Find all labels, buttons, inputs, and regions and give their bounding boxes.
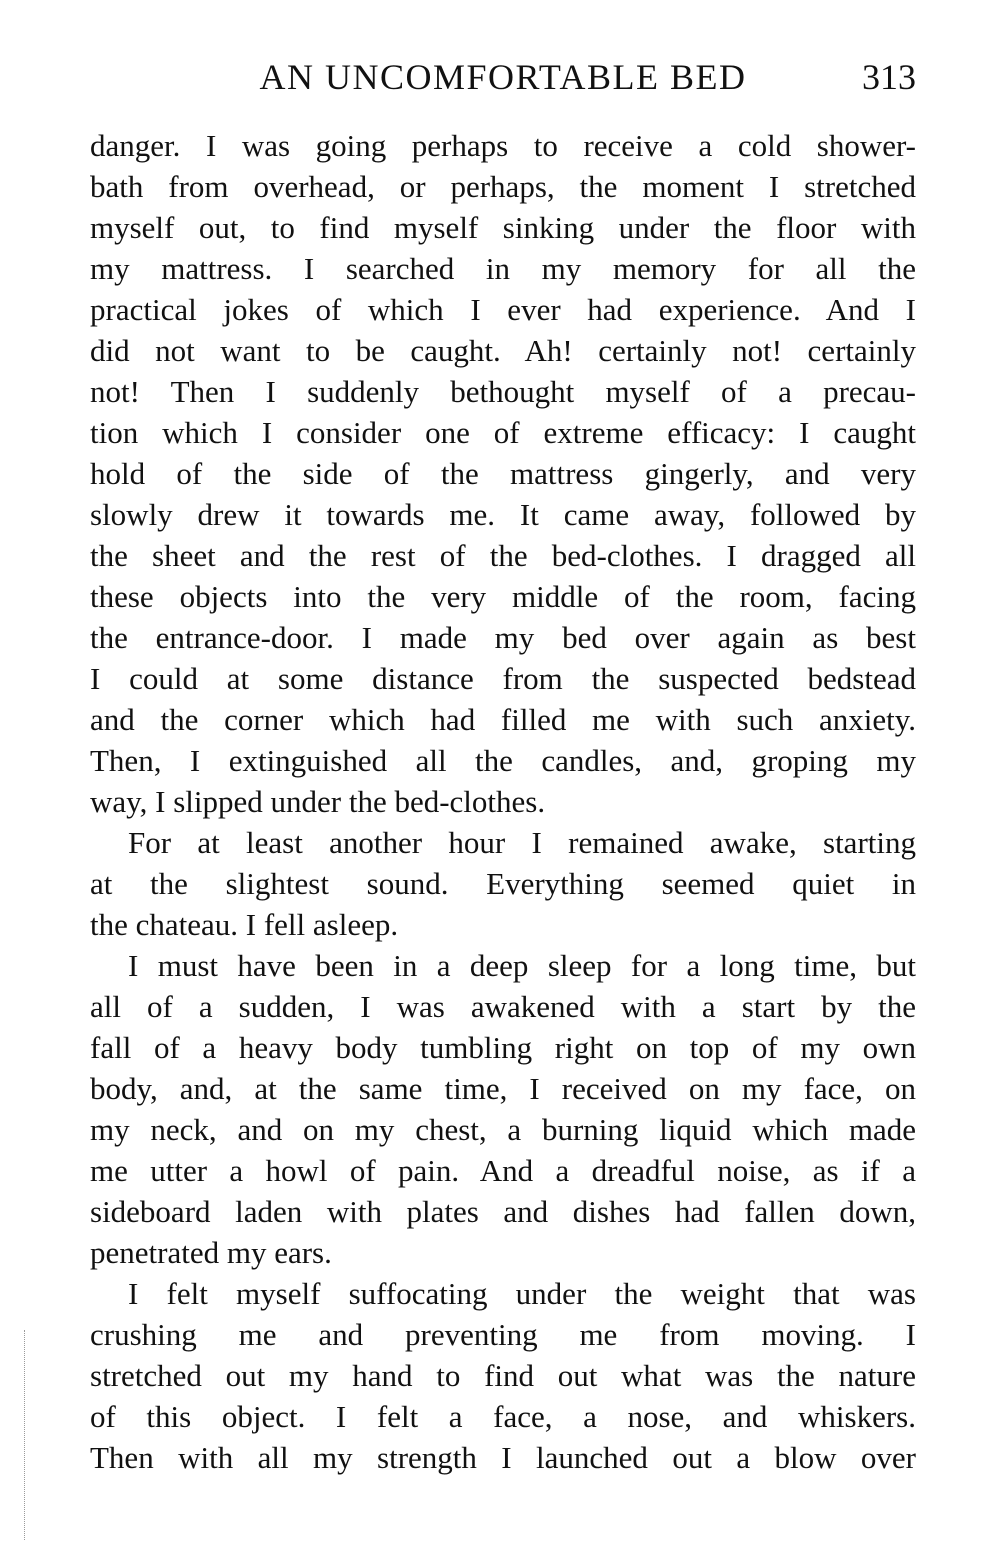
text-line: bath from overhead, or perhaps, the moment I stretched [90, 169, 916, 204]
running-title: AN UNCOMFORTABLE BED [259, 57, 747, 97]
text-line: tion which I consider one of extreme efficacy: I caught [90, 415, 916, 450]
text-line: my mattress. I searched in my memory for all the [90, 251, 916, 286]
text-line: danger. I was going perhaps to receive a cold shower- [90, 128, 916, 163]
text-line: all of a sudden, I was awakened with a start by the [90, 989, 916, 1024]
text-line: Then, I extinguished all the candles, and, groping my [90, 743, 916, 778]
text-line: body, and, at the same time, I received on my face, on [90, 1071, 916, 1106]
text-line: stretched out my hand to find out what was the nature [90, 1358, 916, 1393]
text-line: way, I slipped under the bed-clothes. [90, 784, 546, 819]
text-line: hold of the side of the mattress gingerly, and very [90, 456, 916, 491]
text-line: slowly drew it towards me. It came away, followed by [90, 497, 916, 532]
text-line: I could at some distance from the suspected bedstead [90, 661, 916, 696]
page-number: 313 [862, 57, 916, 97]
text-line: did not want to be caught. Ah! certainly not! certainly [90, 333, 916, 368]
text-line: of this object. I felt a face, a nose, and whiskers. [90, 1399, 916, 1434]
text-line: sideboard laden with plates and dishes had fallen down, [90, 1194, 916, 1229]
text-line: the entrance-door. I made my bed over again as best [90, 620, 916, 655]
text-line: I felt myself suffocating under the weight that was [128, 1276, 916, 1311]
text-line: the chateau. I fell asleep. [90, 907, 399, 942]
text-line: myself out, to find myself sinking under the floor with [90, 210, 916, 245]
text-line: me utter a howl of pain. And a dreadful noise, as if a [90, 1153, 916, 1188]
text-line: these objects into the very middle of the room, facing [90, 579, 916, 614]
running-head [90, 52, 916, 102]
body-text [90, 125, 916, 1478]
text-line: fall of a heavy body tumbling right on top of my own [90, 1030, 916, 1065]
text-line: I must have been in a deep sleep for a long time, but [128, 948, 916, 983]
text-line: practical jokes of which I ever had experience. And I [90, 292, 916, 327]
text-line: at the slightest sound. Everything seemed quiet in [90, 866, 916, 901]
text-line: crushing me and preventing me from moving. I [90, 1317, 916, 1352]
text-line: and the corner which had filled me with such anxiety. [90, 702, 916, 737]
text-line: Then with all my strength I launched out a blow over [90, 1440, 916, 1475]
text-line: my neck, and on my chest, a burning liquid which made [90, 1112, 916, 1147]
text-line: the sheet and the rest of the bed-clothes. I dragged all [90, 538, 916, 573]
text-line: For at least another hour I remained awake, starting [128, 825, 916, 860]
text-line: penetrated my ears. [90, 1235, 332, 1270]
margin-rule [24, 1330, 25, 1540]
text-line: not! Then I suddenly bethought myself of a precau- [90, 374, 916, 409]
